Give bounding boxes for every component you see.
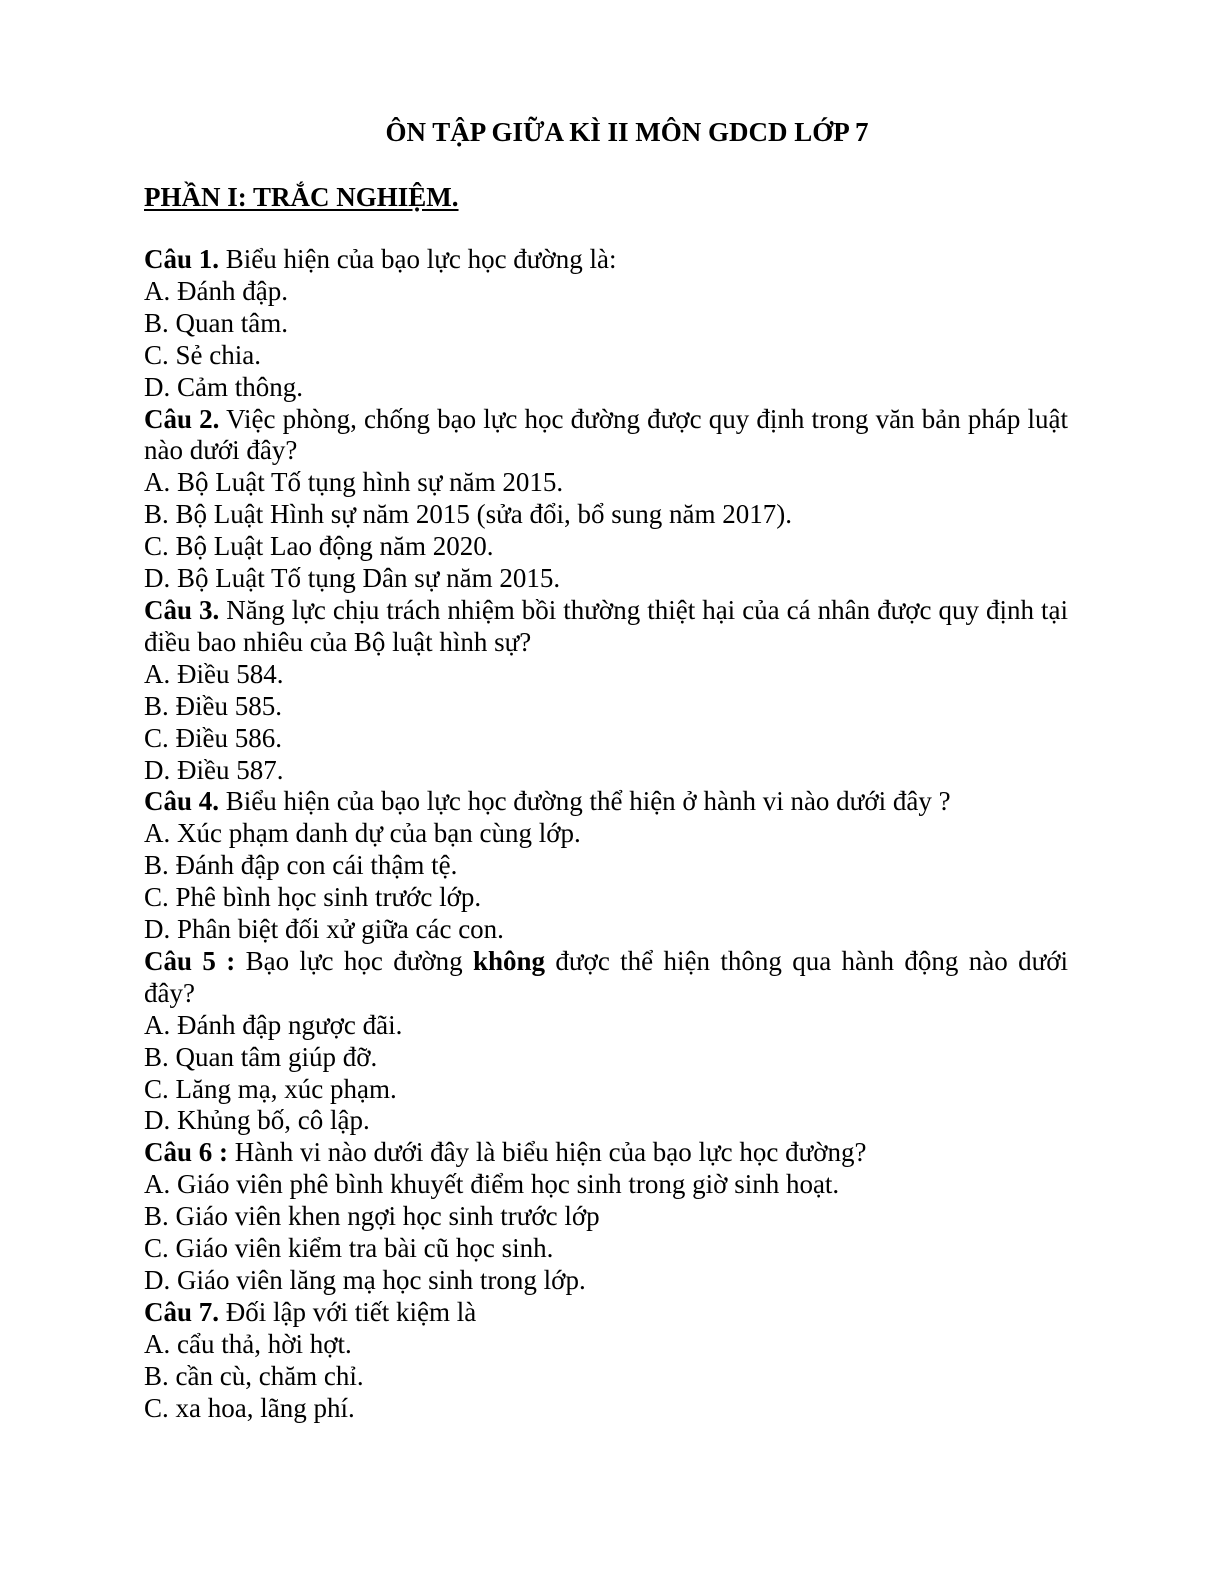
- answer-option: B. Quan tâm giúp đỡ.: [144, 1041, 378, 1072]
- answer-option: B. Giáo viên khen ngợi học sinh trước lớp: [144, 1201, 600, 1232]
- answer-option: C. Sẻ chia.: [144, 339, 261, 370]
- question-4: [144, 786, 1068, 946]
- question-list: [144, 244, 1068, 1425]
- answer-option: D. Bộ Luật Tố tụng Dân sự năm 2015.: [144, 563, 561, 594]
- answer-option: B. Điều 585.: [144, 690, 282, 721]
- answer-option: B. cần cù, chăm chỉ.: [144, 1360, 364, 1391]
- answer-option: A. Xúc phạm danh dự của bạn cùng lớp.: [144, 818, 581, 849]
- question-1: [144, 244, 1068, 404]
- question-6: [144, 1137, 1068, 1297]
- answer-option: D. Điều 587.: [144, 754, 284, 785]
- section-heading: PHẦN I: TRẮC NGHIỆM.: [144, 182, 459, 212]
- question-5: [144, 946, 1068, 1137]
- document-title: ÔN TẬP GIỮA KÌ II MÔN GDCD LỚP 7: [385, 117, 869, 147]
- question-3: [144, 595, 1068, 786]
- answer-option: D. Khủng bố, cô lập.: [144, 1105, 370, 1136]
- question-stem: Việc phòng, chống bạo lực học đường được quy định trong văn bản pháp luật nào dưới đây?: [144, 403, 1069, 466]
- question-text: [144, 404, 1068, 468]
- question-number: Câu 1.: [144, 244, 220, 274]
- question-stem: Biểu hiện của bạo lực học đường là:: [219, 244, 617, 274]
- answer-option: A. Điều 584.: [144, 658, 284, 689]
- question-text: [144, 1297, 1068, 1329]
- question-number: Câu 5 :: [144, 945, 236, 976]
- question-2: [144, 404, 1068, 595]
- question-stem-part: được thể hiện thông qua hành động nào dưới đây?: [144, 945, 1068, 1008]
- answer-option: C. Phê bình học sinh trước lớp.: [144, 882, 482, 913]
- answer-option: A. Đánh đập ngược đãi.: [144, 1009, 403, 1040]
- question-7: [144, 1297, 1068, 1425]
- question-text: [144, 1137, 1068, 1169]
- answer-option: D. Cảm thông.: [144, 371, 303, 402]
- question-text: [144, 595, 1068, 659]
- answer-option: C. Giáo viên kiểm tra bài cũ học sinh.: [144, 1233, 554, 1264]
- question-number: Câu 2.: [144, 403, 220, 434]
- question-number: Câu 3.: [144, 594, 220, 625]
- answer-option: C. Bộ Luật Lao động năm 2020.: [144, 531, 494, 562]
- question-stem: Đối lập với tiết kiệm là: [219, 1296, 477, 1327]
- question-stem-part: Bạo lực học đường: [235, 945, 473, 976]
- answer-option: A. Giáo viên phê bình khuyết điểm học sinh trong giờ sinh hoạt.: [144, 1169, 840, 1200]
- question-text: [144, 786, 1068, 818]
- answer-option: A. cẩu thả, hời hợt.: [144, 1328, 352, 1359]
- question-stem: Hành vi nào dưới đây là biểu hiện của bạo lực học đường?: [228, 1137, 867, 1168]
- answer-option: B. Đánh đập con cái thậm tệ.: [144, 850, 458, 881]
- question-text: [144, 244, 1068, 276]
- answer-option: A. Đánh đập.: [144, 275, 288, 306]
- answer-option: B. Quan tâm.: [144, 307, 288, 338]
- question-number: Câu 7.: [144, 1296, 220, 1327]
- answer-option: D. Phân biệt đối xử giữa các con.: [144, 914, 504, 945]
- question-stem: Năng lực chịu trách nhiệm bồi thường thiệt hại của cá nhân được quy định tại điều bao nhiêu của Bộ luật hình sự?: [144, 594, 1068, 657]
- answer-option: D. Giáo viên lăng mạ học sinh trong lớp.: [144, 1265, 586, 1295]
- answer-option: B. Bộ Luật Hình sự năm 2015 (sửa đổi, bổ sung năm 2017).: [144, 499, 792, 530]
- question-number: Câu 4.: [144, 786, 220, 817]
- answer-option: C. Lăng mạ, xúc phạm.: [144, 1073, 397, 1104]
- question-text: [144, 946, 1068, 1010]
- answer-option: A. Bộ Luật Tố tụng hình sự năm 2015.: [144, 467, 564, 498]
- question-stem: Biểu hiện của bạo lực học đường thể hiện ở hành vi nào dưới đây ?: [219, 786, 951, 817]
- emphasis-word: không: [473, 945, 546, 976]
- answer-option: C. Điều 586.: [144, 722, 282, 753]
- answer-option: C. xa hoa, lãng phí.: [144, 1392, 355, 1423]
- question-number: Câu 6 :: [144, 1137, 229, 1168]
